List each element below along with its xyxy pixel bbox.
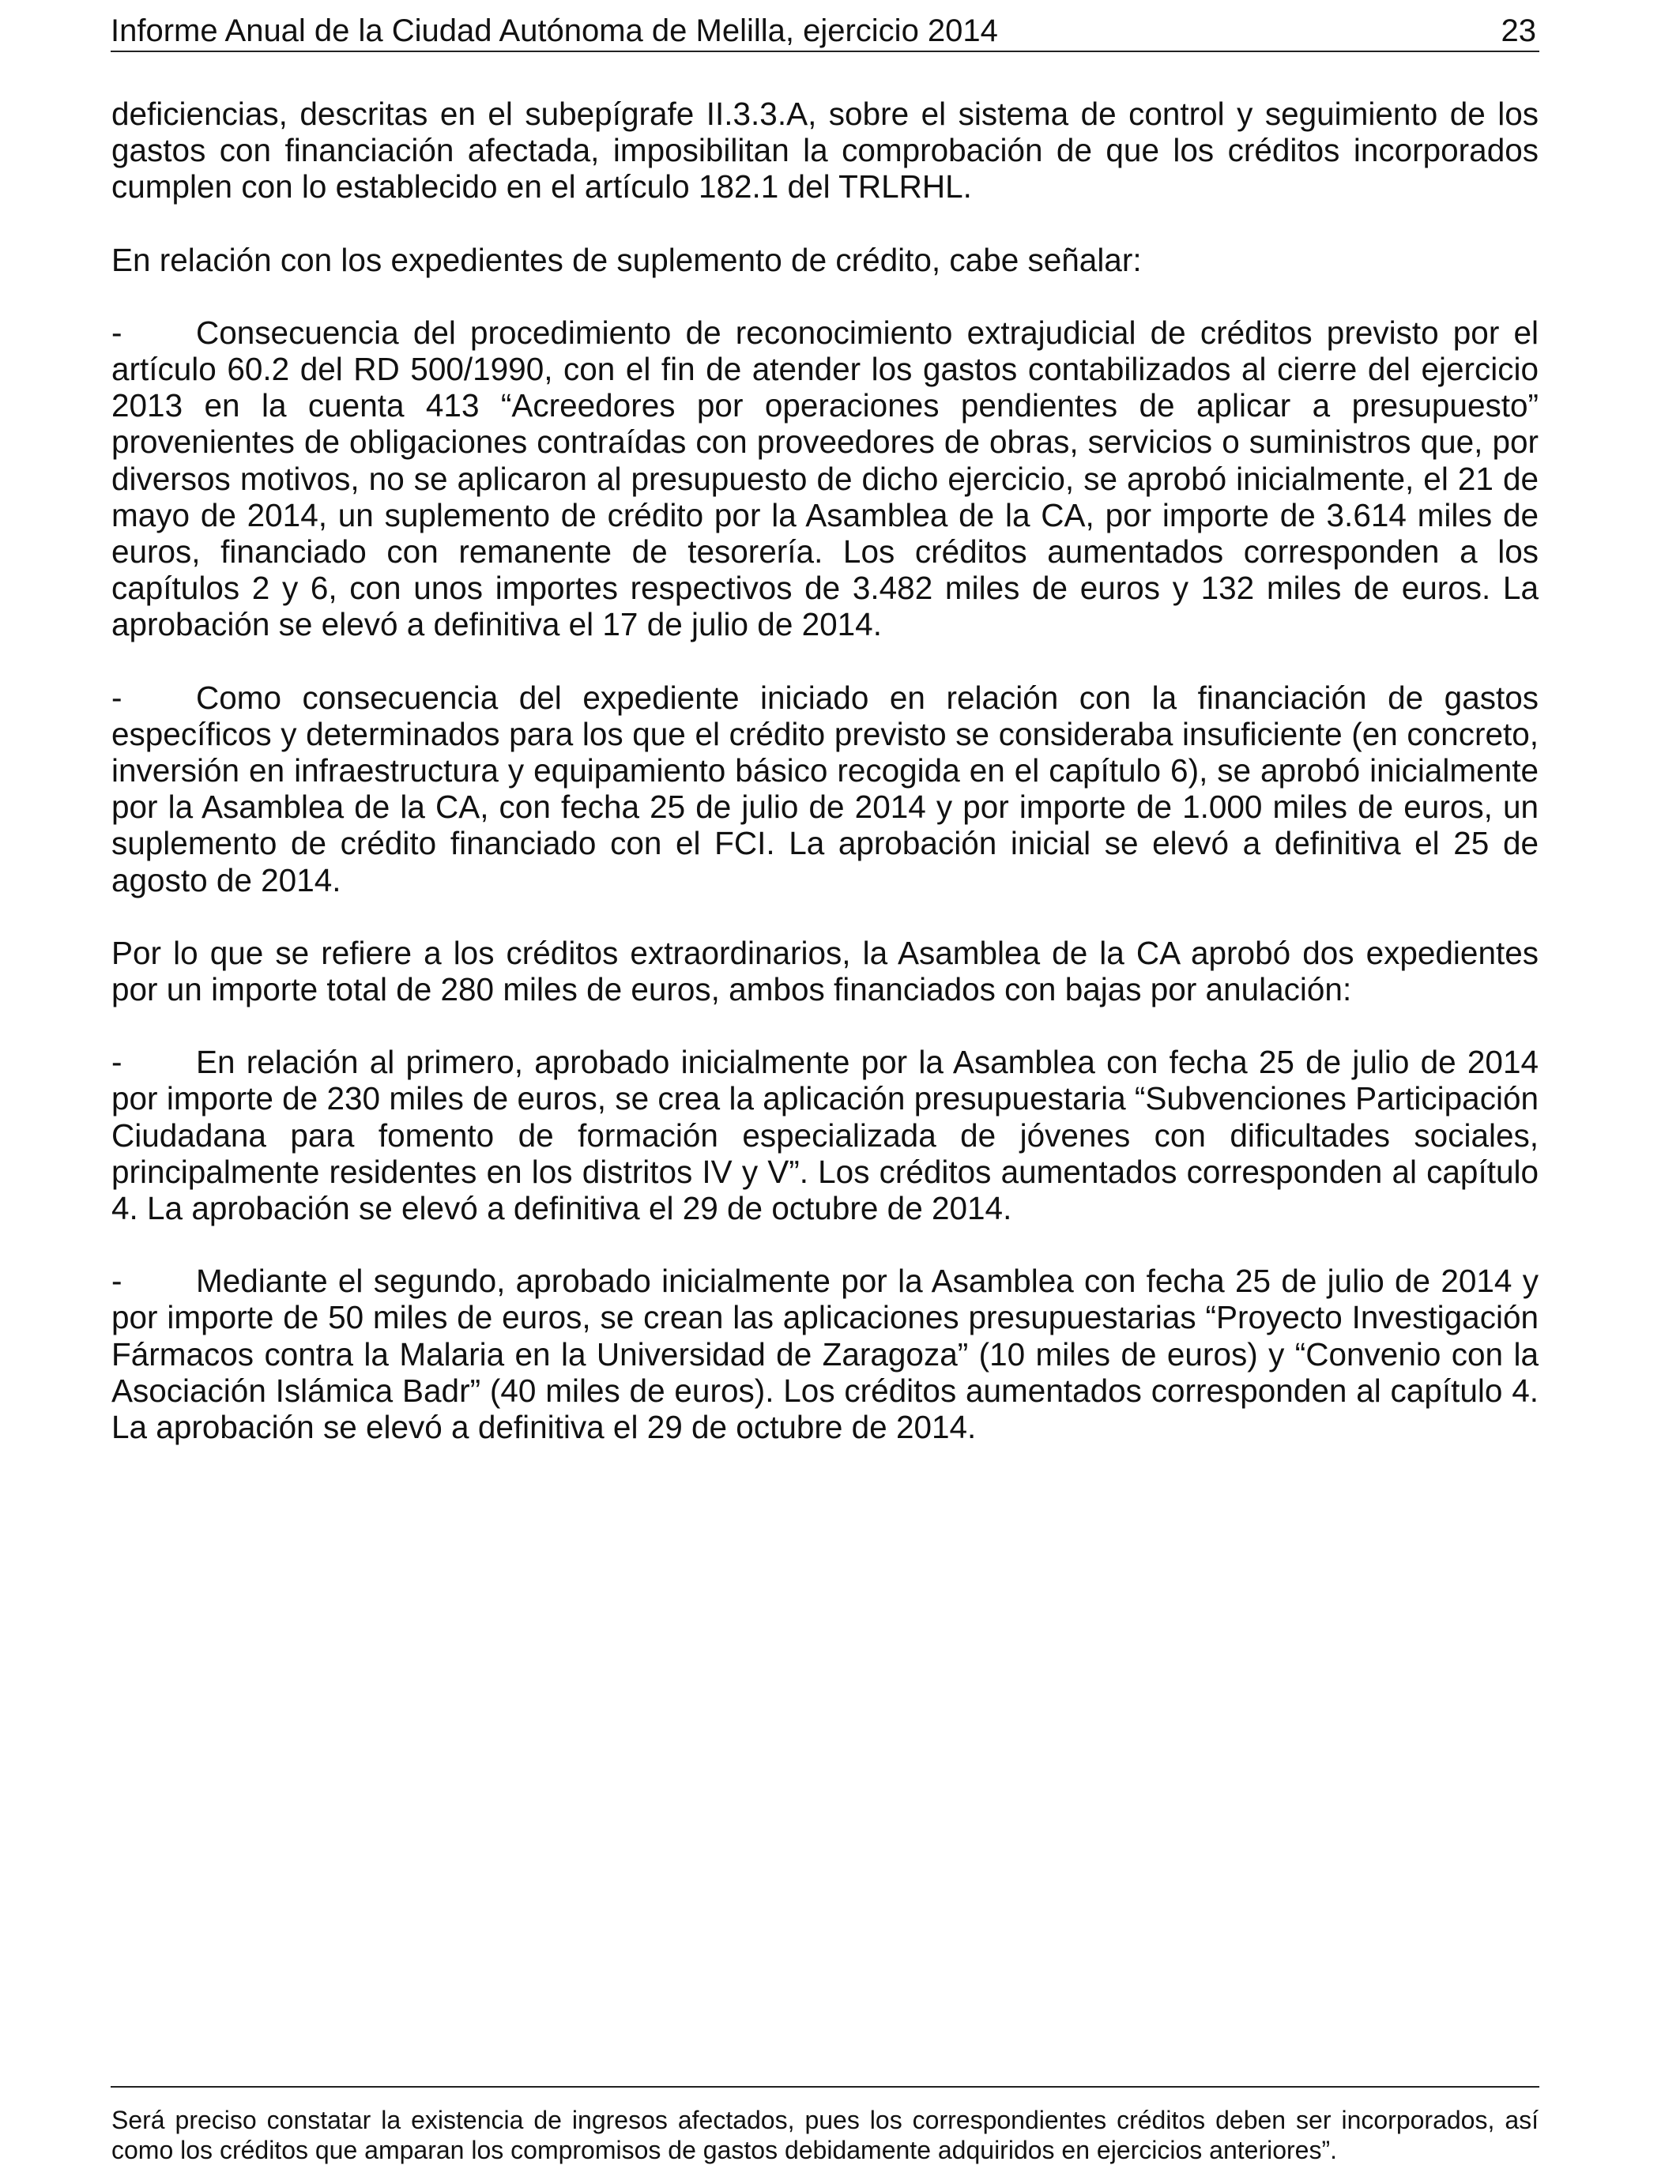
page-number: 23 xyxy=(1501,13,1536,48)
list-item-text: Mediante el segundo, aprobado inicialmente por la Asamblea con fecha 25 de julio de 2014 y por importe de 50 miles de euros, se crean las aplicaciones presupuestarias “Proyecto Investigación Fármacos contra la Malaria en la Universidad de Zaragoza” (10 miles de euros) y “Convenio con la Asociación Islámica Badr” (40 miles de euros). Los créditos aumentados corresponden al capítulo 4. La aprobación se elevó a definitiva el 29 de octubre de 2014. xyxy=(111,1263,1539,1446)
list-item-suplemento-1 xyxy=(111,314,1539,643)
footnote-divider xyxy=(111,2086,1539,2088)
list-item-extraordinario-1 xyxy=(111,1044,1539,1226)
page-header xyxy=(111,11,1539,52)
document-body xyxy=(111,96,1539,1482)
paragraph-deficiencias: deficiencias, descritas en el subepígrafe II.3.3.A, sobre el sistema de control y seguimiento de los gastos con financiación afectada, imposibilitan la comprobación de que los créditos incorporados cumplen con lo establecido en el artículo 182.1 del TRLRHL. xyxy=(111,96,1539,205)
list-dash: - xyxy=(111,1044,122,1081)
footnote: Será preciso constatar la existencia de ingresos afectados, pues los correspondientes créditos deben ser incorporados, así como los créditos que amparan los compromisos de gastos debidamente adquiridos en ejercicios anteriores”. xyxy=(111,2106,1539,2164)
header-title: Informe Anual de la Ciudad Autónoma de Melilla, ejercicio 2014 xyxy=(111,13,998,48)
list-dash: - xyxy=(111,314,122,351)
list-item-text: Consecuencia del procedimiento de reconocimiento extrajudicial de créditos previsto por el artículo 60.2 del RD 500/1990, con el fin de atender los gastos contabilizados al cierre del ejercicio 2013 en la cuenta 413 “Acreedores por operaciones pendientes de aplicar a presupuesto” provenientes de obligaciones contraídas con proveedores de obras, servicios o suministros que, por diversos motivos, no se aplicaron al presupuesto de dicho ejercicio, se aprobó inicialmente, el 21 de mayo de 2014, un suplemento de crédito por la Asamblea de la CA, por importe de 3.614 miles de euros, financiado con remanente de tesorería. Los créditos aumentados corresponden a los capítulos 2 y 6, con unos importes respectivos de 3.482 miles de euros y 132 miles de euros. La aprobación se elevó a definitiva el 17 de julio de 2014. xyxy=(111,314,1539,643)
list-dash: - xyxy=(111,679,122,716)
list-item-text: En relación al primero, aprobado inicialmente por la Asamblea con fecha 25 de julio de 2014 por importe de 230 miles de euros, se crea la aplicación presupuestaria “Subvenciones Participación Ciudadana para fomento de formación especializada de jóvenes con dificultades sociales, principalmente residentes en los distritos IV y V”. Los créditos aumentados corresponden al capítulo 4. La aprobación se elevó a definitiva el 29 de octubre de 2014. xyxy=(111,1044,1539,1227)
paragraph-creditos-extraordinarios: Por lo que se refiere a los créditos extraordinarios, la Asamblea de la CA aprobó dos expedientes por un importe total de 280 miles de euros, ambos financiados con bajas por anulación: xyxy=(111,934,1539,1008)
list-item-suplemento-2 xyxy=(111,680,1539,898)
list-item-extraordinario-2 xyxy=(111,1263,1539,1445)
list-dash: - xyxy=(111,1263,122,1300)
list-item-text: Como consecuencia del expediente iniciado en relación con la financiación de gastos específicos y determinados para los que el crédito previsto se consideraba insuficiente (en concreto, inversión en infraestructura y equipamiento básico recogida en el capítulo 6), se aprobó inicialmente por la Asamblea de la CA, con fecha 25 de julio de 2014 y por importe de 1.000 miles de euros, un suplemento de crédito financiado con el FCI. La aprobación inicial se elevó a definitiva el 25 de agosto de 2014. xyxy=(111,679,1539,898)
paragraph-suplemento-intro: En relación con los expedientes de suplemento de crédito, cabe señalar: xyxy=(111,241,1142,278)
